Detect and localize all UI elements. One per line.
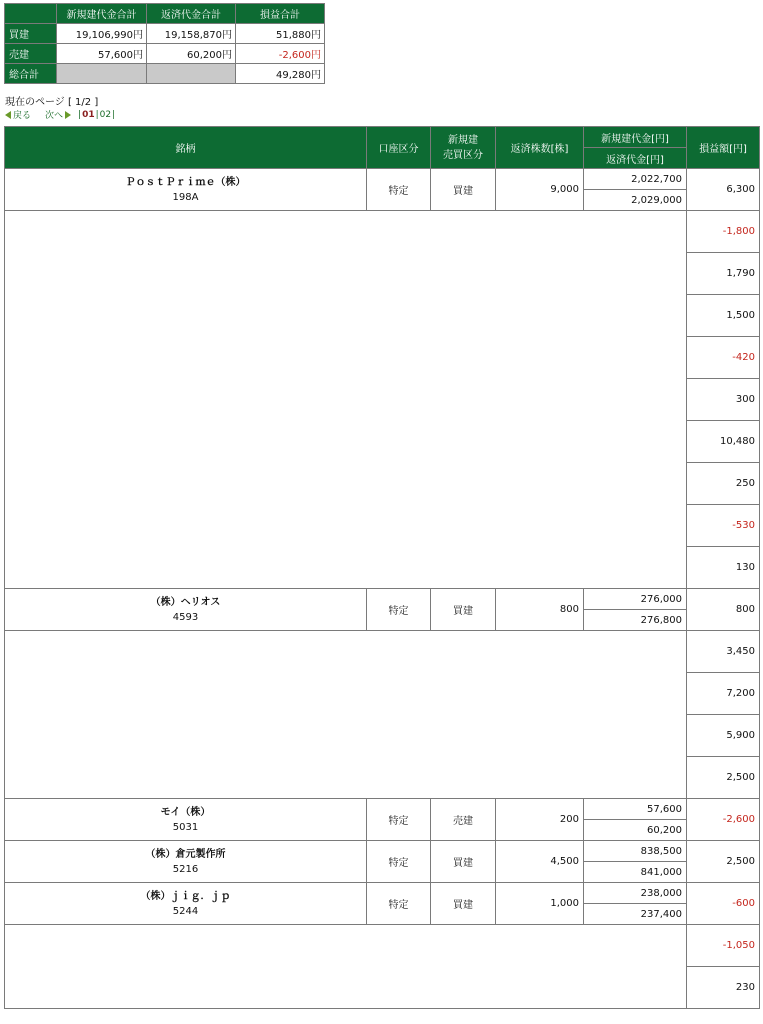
stock-code: 5031 [172, 821, 199, 833]
summary-new-total: 57,600円 [57, 44, 147, 64]
summary-row-grand [5, 64, 325, 84]
summary-row-label: 売建 [5, 44, 57, 64]
shares: 800 [496, 589, 584, 631]
stock-cell [5, 169, 367, 211]
sub-pl-amount: 230 [687, 967, 760, 1009]
account-type: 特定 [367, 841, 431, 883]
repay-amount: 276,800 [584, 610, 687, 631]
summary-row-sell [5, 44, 325, 64]
shares: 9,000 [496, 169, 584, 211]
sub-pl-amount: -1,050 [687, 925, 760, 967]
summary-table [4, 3, 325, 84]
summary-gray-cell [57, 64, 147, 84]
summary-row-label: 総合計 [5, 64, 57, 84]
pager-separator: | [112, 109, 116, 120]
stock-code: 4593 [172, 611, 199, 623]
hidden-detail-area [5, 631, 687, 799]
trade-type: 買建 [431, 589, 496, 631]
page-2-link[interactable]: 02 [99, 109, 112, 120]
new-amount: 57,600 [584, 799, 687, 820]
summary-repay-total: 19,158,870円 [147, 24, 236, 44]
sub-pl-amount: -1,800 [687, 211, 760, 253]
sub-pl-amount: 2,500 [687, 757, 760, 799]
pager [5, 108, 116, 121]
repay-amount: 237,400 [584, 904, 687, 925]
repay-amount: 2,029,000 [584, 190, 687, 211]
table-row [5, 589, 760, 610]
summary-pl-total: 51,880円 [236, 24, 325, 44]
summary-gray-cell [147, 64, 236, 84]
table-row [5, 169, 760, 190]
sub-pl-amount: 1,790 [687, 253, 760, 295]
sub-pl-amount: 1,500 [687, 295, 760, 337]
sub-pl-amount: 7,200 [687, 673, 760, 715]
sub-row [5, 925, 760, 967]
table-header-row [5, 127, 760, 148]
stock-name: ＰｏｓｔＰｒｉｍｅ（株） [125, 176, 246, 188]
header-trade-type [431, 127, 496, 169]
pl-amount: 2,500 [687, 841, 760, 883]
back-link[interactable]: 戻る [13, 111, 32, 121]
table-row [5, 883, 760, 904]
summary-repay-total: 60,200円 [147, 44, 236, 64]
summary-pl-total: -2,600円 [236, 44, 325, 64]
table-body [5, 169, 760, 1009]
summary-header-repay-total: 返済代金合計 [147, 4, 236, 24]
summary-grand-pl: 49,280円 [236, 64, 325, 84]
positions-table [4, 126, 760, 1009]
shares: 4,500 [496, 841, 584, 883]
stock-cell [5, 799, 367, 841]
header-trade-type-2: 売買区分 [443, 149, 483, 161]
table-row [5, 841, 760, 862]
account-type: 特定 [367, 169, 431, 211]
summary-header-row [5, 4, 325, 24]
header-shares: 返済株数[株] [496, 127, 584, 169]
header-new-amount: 新規建代金[円] [584, 127, 687, 148]
new-amount: 238,000 [584, 883, 687, 904]
sub-row [5, 631, 760, 673]
stock-cell [5, 589, 367, 631]
stock-name: （株）ヘリオス [150, 596, 221, 608]
hidden-detail-area [5, 925, 687, 1009]
pl-amount: -600 [687, 883, 760, 925]
sub-pl-amount: 130 [687, 547, 760, 589]
page-info: 現在のページ [ 1/2 ] [5, 97, 99, 108]
trade-type: 買建 [431, 883, 496, 925]
sub-row [5, 211, 760, 253]
header-stock: 銘柄 [5, 127, 367, 169]
new-amount: 276,000 [584, 589, 687, 610]
hidden-detail-area [5, 211, 687, 589]
summary-new-total: 19,106,990円 [57, 24, 147, 44]
sub-pl-amount: 5,900 [687, 715, 760, 757]
pl-amount: 6,300 [687, 169, 760, 211]
pager-separator: | [78, 109, 82, 120]
stock-name: （株）倉元製作所 [145, 848, 226, 860]
summary-header-pl-total: 損益合計 [236, 4, 325, 24]
stock-name: モイ（株） [160, 806, 211, 818]
new-amount: 2,022,700 [584, 169, 687, 190]
sub-pl-amount: -420 [687, 337, 760, 379]
sub-pl-amount: 10,480 [687, 421, 760, 463]
back-arrow-icon [5, 111, 11, 119]
pager-separator: | [95, 109, 99, 120]
stock-code: 5216 [172, 863, 199, 875]
stock-cell [5, 841, 367, 883]
stock-name: （株）ｊｉｇ．ｊｐ [140, 890, 231, 902]
trade-type: 買建 [431, 841, 496, 883]
sub-pl-amount: 250 [687, 463, 760, 505]
summary-header-blank [5, 4, 57, 24]
account-type: 特定 [367, 883, 431, 925]
sub-pl-amount: 3,450 [687, 631, 760, 673]
pl-amount: -2,600 [687, 799, 760, 841]
pl-amount: 800 [687, 589, 760, 631]
trade-type: 買建 [431, 169, 496, 211]
summary-header-new-total: 新規建代金合計 [57, 4, 147, 24]
next-link[interactable]: 次へ [45, 111, 64, 121]
new-amount: 838,500 [584, 841, 687, 862]
sub-pl-amount: 300 [687, 379, 760, 421]
summary-row-label: 買建 [5, 24, 57, 44]
trade-type: 売建 [431, 799, 496, 841]
shares: 200 [496, 799, 584, 841]
current-page: 01 [82, 109, 95, 120]
header-repay-amount: 返済代金[円] [584, 148, 687, 169]
header-trade-type-1: 新規建 [448, 134, 478, 146]
header-account: 口座区分 [367, 127, 431, 169]
table-row [5, 799, 760, 820]
sub-pl-amount: -530 [687, 505, 760, 547]
summary-row-buy [5, 24, 325, 44]
shares: 1,000 [496, 883, 584, 925]
repay-amount: 60,200 [584, 820, 687, 841]
header-pl: 損益額[円] [687, 127, 760, 169]
stock-cell [5, 883, 367, 925]
account-type: 特定 [367, 589, 431, 631]
repay-amount: 841,000 [584, 862, 687, 883]
stock-code: 5244 [172, 905, 199, 917]
next-arrow-icon [65, 111, 71, 119]
stock-code: 198A [172, 191, 199, 203]
account-type: 特定 [367, 799, 431, 841]
